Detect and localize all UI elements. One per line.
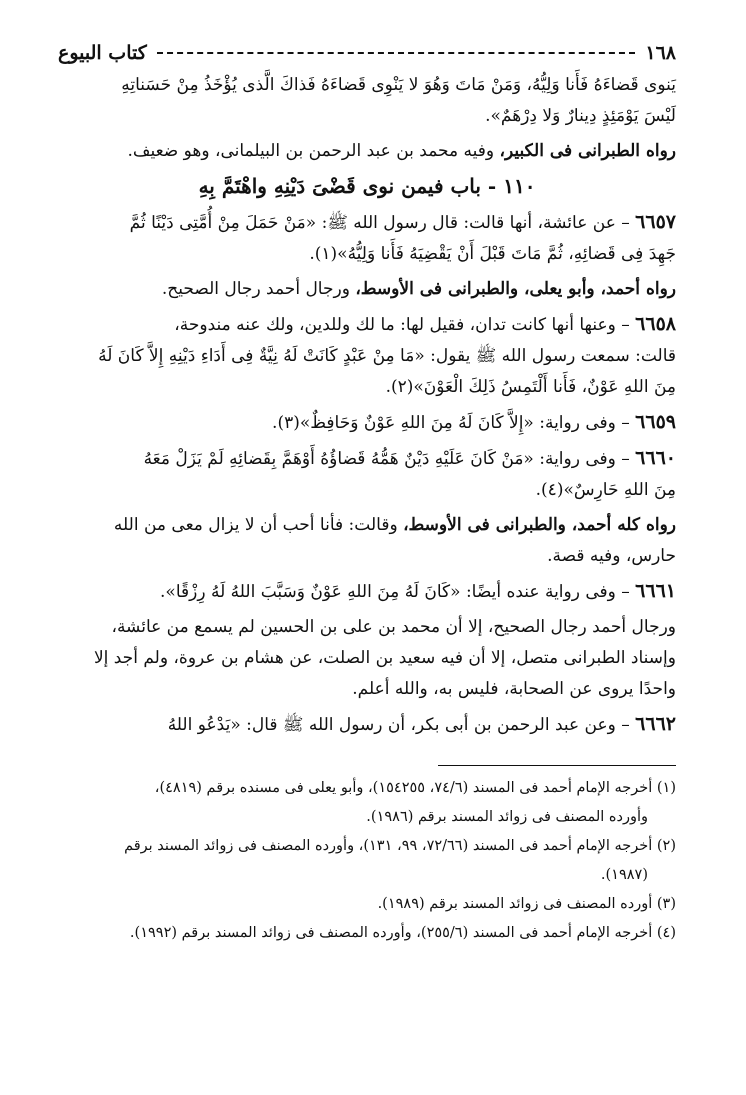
hadith-text-line: يَنوى قَضاءَهُ فَأَنا وَلِيُّهُ، وَمَنْ مَاتَ وَهُوَ لا يَنْوِى قَضاءَهُ فَذاكَ الَّذى يُؤْخَذُ مِنْ حَسَناتِهِ — [121, 75, 676, 95]
hadith-text: – وعنها أنها كانت تدان، فقيل لها: ما لك وللدين، ولك عنه مندوحة، — [174, 315, 630, 335]
hadith-number: ٦٦٥٧ — [635, 211, 676, 233]
narration-source: رواه الطبرانى فى الكبير، — [499, 141, 676, 161]
footnote-line: (٢) أخرجه الإمام أحمد فى المسند (٧٢/٦٦، ٩٩، ١٣١)، وأورده المصنف فى زوائد المسند برقم — [124, 838, 676, 854]
page-number: ١٦٨ — [645, 42, 676, 64]
footnote — [58, 919, 676, 948]
document-page — [58, 40, 676, 948]
hadith-text: – وفى رواية: «إِلاَّ كَانَ لَهُ مِنَ اللهِ عَوْنٌ وَحَافِظٌ»(٣). — [272, 413, 630, 433]
footnote-line: (٣) أورده المصنف فى زوائد المسند برقم (١٩٨٩). — [377, 896, 676, 912]
narration-note — [58, 274, 676, 305]
hadith-number: ٦٦٥٨ — [635, 313, 676, 335]
footnote — [58, 832, 676, 890]
hadith-text-line — [58, 443, 676, 475]
footnotes — [58, 774, 676, 948]
hadith-text-line: مِنَ اللهِ حَارِسٌ»(٤). — [535, 480, 676, 500]
footnote-line: (١) أخرجه الإمام أحمد فى المسند (٧٤/٦، ١٥٤٢٥٥)، وأبو يعلى فى مسنده برقم (٤٨١٩)، — [154, 780, 676, 796]
footnote-divider — [438, 765, 676, 766]
hadith-text-line — [58, 309, 676, 341]
hadith-number: ٦٦٦٠ — [635, 447, 676, 469]
hadith-text: – وفى رواية عنده أيضًا: «كَانَ لَهُ مِنَ اللهِ عَوْنٌ وَسَبَّبَ اللهُ لَهُ رِزْقًا». — [160, 582, 630, 602]
hadith-6662 — [58, 709, 676, 741]
hadith-text: – عن عائشة، أنها قالت: قال رسول الله ﷺ: «مَنْ حَمَلَ مِنْ أُمَّتِى دَيْنًا ثُمَّ — [129, 213, 630, 233]
hadith-number: ٦٦٥٩ — [635, 411, 676, 433]
footnote-line: وأورده المصنف فى زوائد المسند برقم (١٩٨٦). — [366, 809, 648, 825]
commentary-line: ورجال أحمد رجال الصحيح، إلا أن محمد بن على بن الحسين لم يسمع من عائشة، — [111, 617, 676, 637]
hadith-6661 — [58, 576, 676, 608]
commentary-line: وإسناد الطبرانى متصل، إلا أن فيه سعيد بن الصلت، عن هشام بن عروة، ولم أجد إلا — [93, 648, 676, 668]
page-header — [58, 40, 676, 66]
hadith-text-line: قالت: سمعت رسول الله ﷺ يقول: «مَا مِنْ عَبْدٍ كَانَتْ لَهُ نِيَّةٌ فِى أَدَاءِ دَيْنِهِ إِلاَّ كَانَ لَهُ — [98, 346, 676, 366]
hadith-6658 — [58, 309, 676, 403]
hadith-6659 — [58, 407, 676, 439]
narration-line — [58, 510, 676, 541]
hadith-text-line: جَهِدَ فِى قَضائِهِ، ثُمَّ مَاتَ قَبْلَ أَنْ يَقْضِيَهُ فَأَنا وَلِيُّهُ»(١). — [309, 244, 676, 264]
hadith-text-line — [58, 207, 676, 239]
book-title: كتاب البيوع — [58, 42, 147, 64]
footnote — [58, 890, 676, 919]
narration-comment: ورجال أحمد رجال الصحيح. — [161, 279, 350, 299]
narration-source: رواه كله أحمد، والطبرانى فى الأوسط، — [403, 515, 676, 535]
chapter-heading: ١١٠ - باب فيمن نوى قَضْىَ دَيْنِهِ واهْتَمَّ بِهِ — [198, 174, 536, 198]
footnote — [58, 774, 676, 832]
hadith-text-line: لَيْسَ يَوْمَئِذٍ دِينارٌ وَلا دِرْهَمٌ». — [485, 106, 676, 126]
footnote-line: (٤) أخرجه الإمام أحمد فى المسند (٢٥٥/٦)، وأورده المصنف فى زوائد المسند برقم (١٩٩٢). — [129, 925, 676, 941]
narration-note — [58, 136, 676, 167]
narration-note — [58, 510, 676, 572]
narration-source: رواه أحمد، وأبو يعلى، والطبرانى فى الأوسط، — [355, 279, 676, 299]
commentary-line: واحدًا يروى عن الصحابة، فليس به، والله أعلم. — [352, 679, 676, 699]
hadith-6657 — [58, 207, 676, 270]
narration-comment: وفيه محمد بن عبد الرحمن بن البيلمانى، وهو ضعيف. — [127, 141, 495, 161]
header-rule — [157, 52, 636, 54]
commentary — [58, 612, 676, 705]
top-hadith — [58, 70, 676, 132]
narration-comment: وقالت: فأنا أحب أن لا يزال معى من الله — [113, 515, 398, 535]
hadith-text: – وفى رواية: «مَنْ كَانَ عَلَيْهِ دَيْنٌ هَمُّهُ قَضاؤُهُ أَوْهَمَّ بِقَضائِهِ لَمْ يَزَلْ مَعَهُ — [143, 449, 630, 469]
hadith-text: – وعن عبد الرحمن بن أبى بكر، أن رسول الله ﷺ قال: «يَدْعُو اللهُ — [167, 715, 630, 735]
hadith-text-line: مِنَ اللهِ عَوْنٌ، فَأَنا أَلْتَمِسُ ذَلِكَ الْعَوْنَ»(٢). — [385, 377, 676, 397]
hadith-number: ٦٦٦٢ — [635, 713, 676, 735]
narration-line: حارس، وفيه قصة. — [547, 546, 676, 566]
hadith-number: ٦٦٦١ — [635, 580, 676, 602]
hadith-6660 — [58, 443, 676, 506]
footnote-line: (١٩٨٧). — [600, 867, 648, 883]
